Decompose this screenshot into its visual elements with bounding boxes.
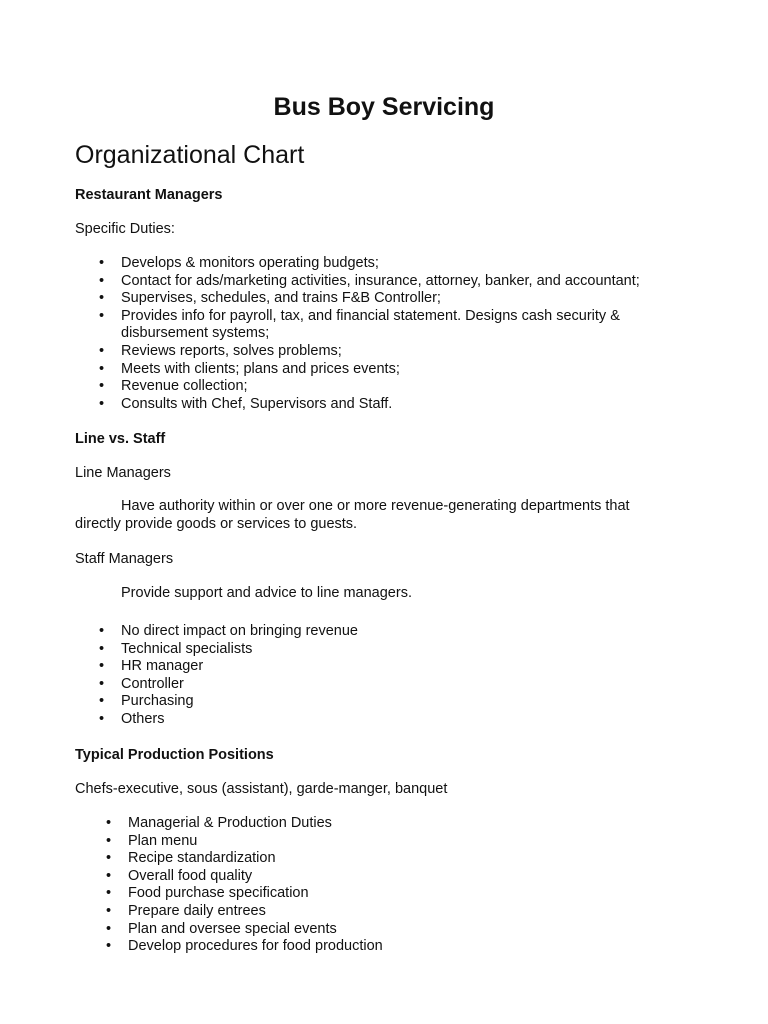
bullet-icon: •: [106, 920, 112, 937]
bullet-icon: •: [99, 623, 105, 639]
list-item: • Prepare daily entrees: [106, 902, 266, 919]
list-item: • Reviews reports, solves problems;: [99, 342, 342, 359]
list-item: • Technical specialists: [99, 640, 253, 657]
bullet-icon: •: [99, 342, 105, 359]
list-item: • HR manager: [99, 658, 204, 675]
list-item: • Meets with clients; plans and prices events;: [99, 360, 400, 377]
bullet-icon: •: [99, 693, 105, 710]
bullet-icon: •: [106, 832, 112, 849]
bullet-icon: •: [106, 815, 112, 831]
list-item: • Plan and oversee special events: [106, 920, 337, 937]
bullet-icon: •: [99, 290, 105, 307]
bullet-icon: •: [99, 378, 105, 395]
bullet-icon: •: [99, 640, 105, 657]
bullet-icon: •: [106, 885, 112, 902]
list-item: • Controller: [99, 675, 184, 692]
bullet-icon: •: [99, 710, 105, 727]
restaurant-duties-list: [0, 255, 761, 413]
document-subtitle: Organizational Chart: [75, 141, 305, 169]
list-item: • Supervises, schedules, and trains F&B Controller;: [99, 290, 441, 307]
section-heading-restaurant-managers: Restaurant Managers: [75, 187, 223, 203]
bullet-icon: •: [99, 395, 105, 412]
bullet-icon: •: [99, 360, 105, 377]
list-item: • Managerial & Production Duties: [106, 815, 332, 831]
list-item: • Purchasing: [99, 693, 194, 710]
list-item: • Develop procedures for food production: [106, 938, 383, 955]
list-item: • Contact for ads/marketing activities, insurance, attorney, banker, and accountant;: [99, 272, 640, 289]
production-duties-list: [0, 815, 768, 956]
list-item: • Recipe standardization: [106, 850, 276, 867]
bullet-icon: •: [99, 255, 105, 271]
line-managers-description: Have authority within or over one or more revenue-generating departments that directly provide goods or services to guests.: [75, 498, 630, 532]
section-heading-production-positions: Typical Production Positions: [75, 747, 274, 763]
list-item: • Plan menu: [106, 832, 198, 849]
bullet-icon: •: [106, 867, 112, 884]
bullet-icon: •: [99, 272, 105, 289]
list-item: • Develops & monitors operating budgets;: [99, 255, 379, 271]
bullet-icon: •: [99, 675, 105, 692]
list-item: • No direct impact on bringing revenue: [99, 623, 358, 639]
list-item: • Consults with Chef, Supervisors and Staff.: [99, 395, 393, 412]
bullet-icon: •: [106, 938, 112, 955]
staff-managers-description: Provide support and advice to line managers.: [121, 585, 412, 601]
line-managers-label: Line Managers: [75, 465, 171, 481]
list-item: • Overall food quality: [106, 867, 253, 884]
list-item: • Provides info for payroll, tax, and financial statement. Designs cash security & disbursement systems;: [99, 307, 620, 342]
section-heading-line-vs-staff: Line vs. Staff: [75, 431, 166, 447]
document-title: Bus Boy Servicing: [273, 93, 495, 121]
bullet-icon: •: [99, 658, 105, 675]
list-item: • Food purchase specification: [106, 885, 309, 902]
bullet-icon: •: [106, 902, 112, 919]
list-item: • Others: [99, 710, 165, 727]
list-item: • Revenue collection;: [99, 378, 248, 395]
production-intro: Chefs-executive, sous (assistant), garde-manger, banquet: [75, 781, 448, 797]
staff-managers-list: [0, 623, 761, 729]
bullet-icon: •: [106, 850, 112, 867]
staff-managers-label: Staff Managers: [75, 551, 174, 567]
bullet-icon: •: [99, 307, 105, 324]
specific-duties-label: Specific Duties:: [75, 221, 175, 237]
